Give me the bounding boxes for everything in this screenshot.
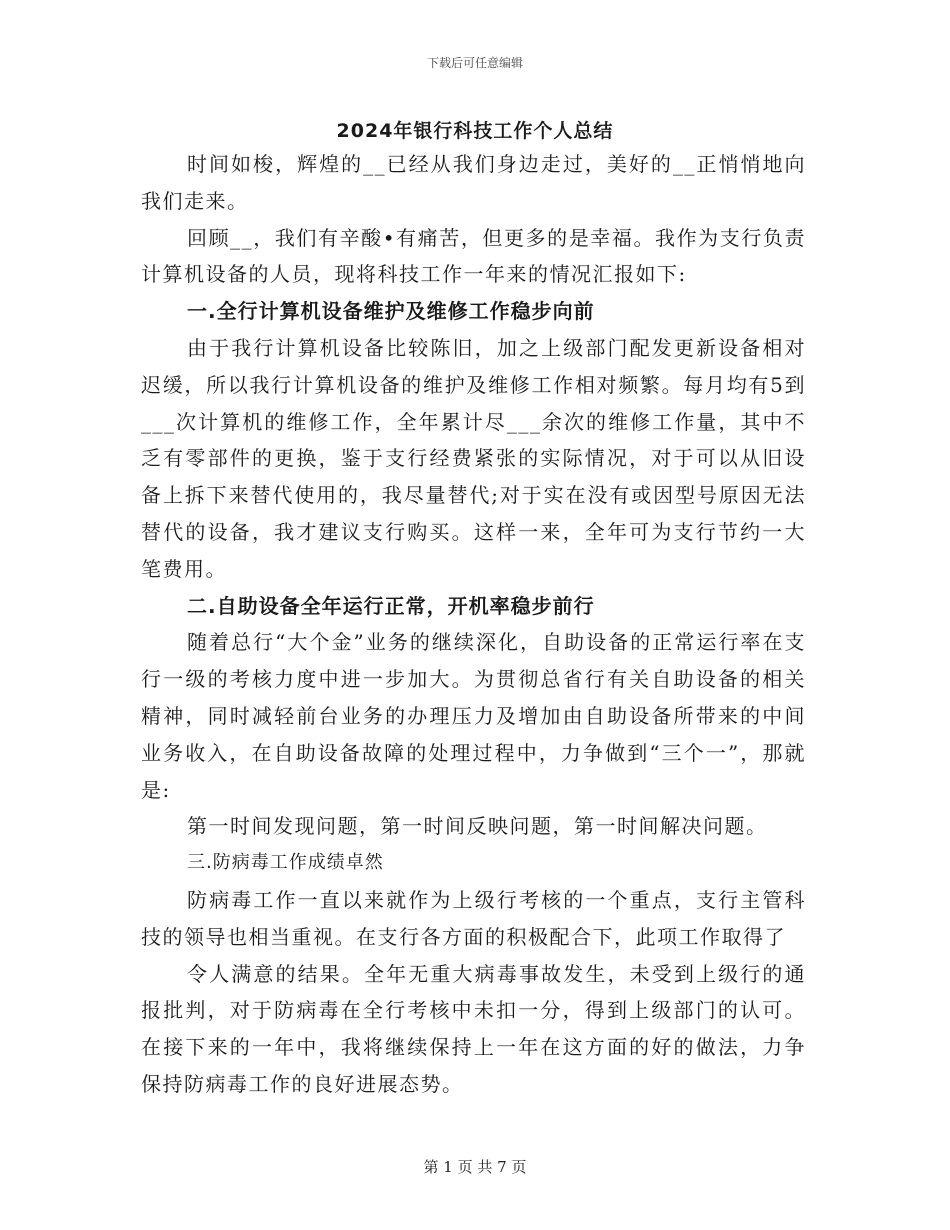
paragraph-review: 回顾__，我们有辛酸•有痛苦，但更多的是幸福。我作为支行负责计算机设备的人员，现将科技工作一年来的情况汇报如下:	[141, 225, 806, 287]
paragraph-three-ones: 第一时间发现问题，第一时间反映问题，第一时间解决问题。	[187, 814, 768, 839]
document-body	[141, 146, 806, 1103]
section-heading-3: 三.防病毒工作成绩卓然	[187, 852, 384, 874]
document-title: 2024年银行科技工作个人总结	[336, 120, 614, 142]
paragraph-antivirus-result: 令人满意的结果。全年无重大病毒事故发生，未受到上级行的通报批判，对于防病毒在全行考核中未扣一分，得到上级部门的认可。在接下来的一年中，我将继续保持上一年在这方面的好的做法，力争保持防病毒工作的良好进展态势。	[141, 961, 806, 1096]
paragraph-self-service: 随着总行“大个金”业务的继续深化，自助设备的正常运行率在支行一级的考核力度中进一步加大。为贯彻总省行有关自助设备的相关精神，同时减轻前台业务的办理压力及增加由自助设备所带来的中间业务收入，在自助设备故障的处理过程中，力争做到“三个一”，那就是:	[141, 630, 806, 802]
section-heading-2: 二.自助设备全年运行正常，开机率稳步前行	[187, 593, 595, 618]
header-note: 下载后可任意编辑	[426, 56, 523, 70]
paragraph-intro: 时间如梭，辉煌的__已经从我们身边走过，美好的__正悄悄地向我们走来。	[141, 152, 806, 213]
page-footer: 第 1 页 共 7 页	[423, 1158, 527, 1176]
paragraph-antivirus: 防病毒工作一直以来就作为上级行考核的一个重点，支行主管科技的领导也相当重视。在支行各方面的积极配合下，此项工作取得了	[141, 887, 806, 949]
section-heading-1: 一.全行计算机设备维护及维修工作稳步向前	[187, 299, 595, 324]
paragraph-maintenance: 由于我行计算机设备比较陈旧，加之上级部门配发更新设备相对迟缓，所以我行计算机设备的维护及维修工作相对频繁。每月均有5到___次计算机的维修工作，全年累计尽___余次的维修工作量，其中不乏有零部件的更换，鉴于支行经费紧张的实际情况，对于可以从旧设备上拆下来替代使用的，我尽量替代;对于实在没有或因型号原因无法替代的设备，我才建议支行购买。这样一来，全年可为支行节约一大笔费用。	[141, 335, 806, 581]
